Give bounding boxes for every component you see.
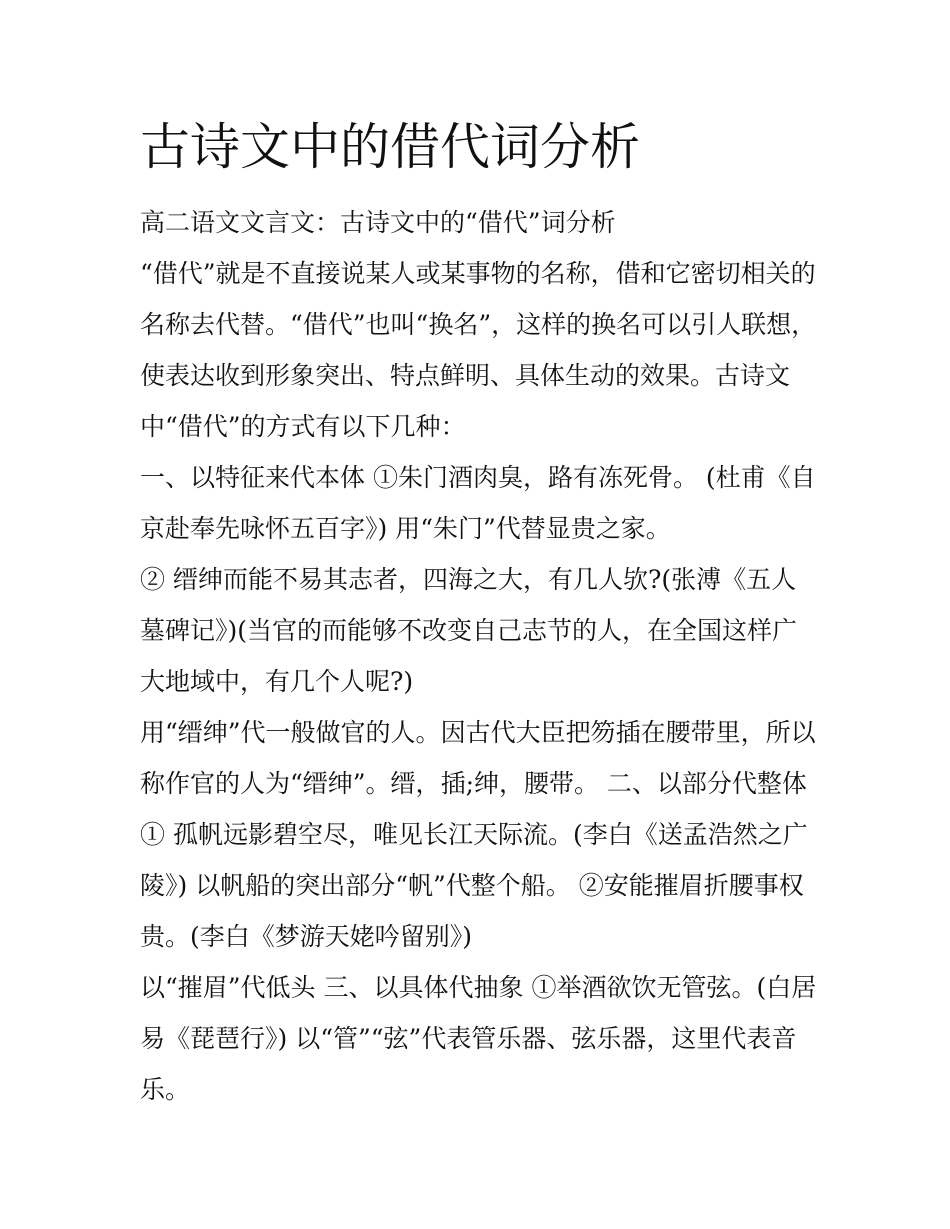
text-line-10: 大地域中，有几个人呢?): [140, 667, 414, 696]
text-line-3: 名称去代替。“借代”也叫“换名”，这样的换名可以引人联想，: [140, 310, 817, 339]
text-line-6: 一、以特征来代本体 ①朱门酒肉臭，路有冻死骨。 (杜甫《自: [140, 463, 816, 492]
document-title: 古诗文中的借代词分析: [140, 118, 640, 176]
text-line-16: 以“摧眉”代低头 三、以具体代抽象 ①举酒欲饮无管弦。(白居: [140, 973, 817, 1002]
text-line-13: ① 孤帆远影碧空尽，唯见长江天际流。(李白《送孟浩然之广: [140, 820, 808, 849]
document-body: [140, 197, 820, 1115]
text-line-14: 陵》) 以帆船的突出部分“帆”代整个船。 ②安能摧眉折腰事权: [140, 871, 804, 900]
text-line-7: 京赴奉先咏怀五百字》) 用“朱门”代替显贵之家。: [140, 514, 671, 543]
text-line-12: 称作官的人为“缙绅”。缙，插;绅，腰带。 二、以部分代整体: [140, 769, 807, 798]
text-line-15: 贵。(李白《梦游天姥吟留别》): [140, 922, 473, 951]
text-line-5: 中“借代”的方式有以下几种：: [140, 412, 466, 441]
text-line-18: 乐。: [140, 1075, 191, 1104]
text-line-1: 高二语文文言文：古诗文中的“借代”词分析: [140, 208, 616, 237]
text-line-2: “借代”就是不直接说某人或某事物的名称，借和它密切相关的: [140, 259, 816, 288]
text-line-17: 易《琵琶行》) 以“管”“弦”代表管乐器、弦乐器，这里代表音: [140, 1024, 797, 1053]
text-line-11: 用“缙绅”代一般做官的人。因古代大臣把笏插在腰带里，所以: [140, 718, 816, 747]
text-line-9: 墓碑记》)(当官的而能够不改变自己志节的人，在全国这样广: [140, 616, 798, 645]
text-line-8: ② 缙绅而能不易其志者，四海之大，有几人欤?(张溥《五人: [140, 565, 797, 594]
text-line-4: 使表达收到形象突出、特点鲜明、具体生动的效果。古诗文: [140, 361, 791, 390]
